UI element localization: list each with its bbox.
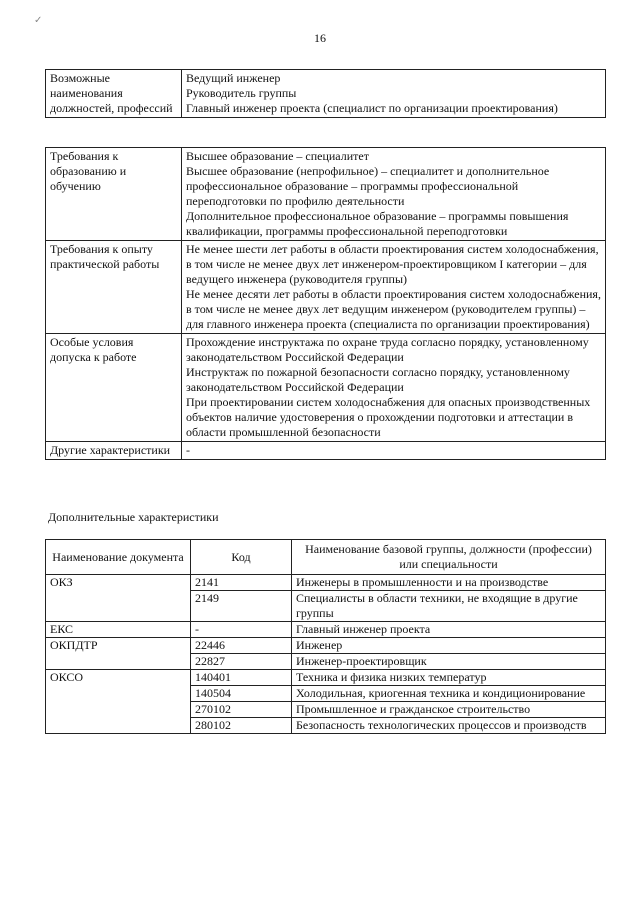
experience-values xyxy=(182,241,606,334)
header-name: Наименование базовой группы, должности (профессии) или специальности xyxy=(292,540,606,575)
name-cell: Инженер-проектировщик xyxy=(292,654,606,670)
table-row xyxy=(46,622,606,638)
page-number: 16 xyxy=(314,31,326,45)
name-cell: Безопасность технологических процессов и производств xyxy=(292,718,606,734)
table-row xyxy=(46,575,606,591)
code-cell: 2149 xyxy=(191,591,292,622)
additional-title: Дополнительные характеристики xyxy=(48,510,219,524)
header-row xyxy=(46,540,606,575)
position-item: Руководитель группы xyxy=(186,86,297,100)
code-cell: - xyxy=(191,622,292,638)
education-item: Высшее образование (непрофильное) – специалитет и дополнительное профессиональное образование – программы профессиональной переподготовки по профилю деятельности xyxy=(186,164,550,208)
header-code: Код xyxy=(191,540,292,575)
position-item: Главный инженер проекта (специалист по организации проектирования) xyxy=(186,101,558,115)
positions-label: Возможные наименования должностей, профессий xyxy=(46,70,182,118)
admission-label: Особые условия допуска к работе xyxy=(46,334,182,442)
admission-item: При проектировании систем холодоснабжения для опасных производственных объектов наличие удостоверения о прохождении подготовки и аттестации в области промышленной безопасности xyxy=(186,395,591,439)
other-item: - xyxy=(186,443,190,457)
code-cell: 140401 xyxy=(191,670,292,686)
education-item: Дополнительное профессиональное образование – программы повышения квалификации, программы профессиональной переподготовки xyxy=(186,209,569,238)
doc-cell: ОКПДТР xyxy=(46,638,191,670)
other-row xyxy=(46,442,606,460)
education-row xyxy=(46,148,606,241)
doc-cell: ОКСО xyxy=(46,670,191,734)
name-cell: Инженер xyxy=(292,638,606,654)
code-cell: 22446 xyxy=(191,638,292,654)
experience-item: Не менее десяти лет работы в области проектирования систем холодоснабжения, в том числе не менее двух лет ведущим инженером (руководителем группы) – для главного инженера проекта (специалиста по организации проектирования) xyxy=(186,287,601,331)
experience-item: Не менее шести лет работы в области проектирования систем холодоснабжения, в том числе не менее двух лет инженером-проектировщиком I категории – для ведущего инженера (руководителя группы) xyxy=(186,242,599,286)
admission-row xyxy=(46,334,606,442)
admission-values xyxy=(182,334,606,442)
doc-cell: ОКЗ xyxy=(46,575,191,622)
other-values xyxy=(182,442,606,460)
table-row xyxy=(46,670,606,686)
education-label: Требования к образованию и обучению xyxy=(46,148,182,241)
code-cell: 280102 xyxy=(191,718,292,734)
other-label: Другие характеристики xyxy=(46,442,182,460)
education-values xyxy=(182,148,606,241)
table-row xyxy=(46,638,606,654)
name-cell: Главный инженер проекта xyxy=(292,622,606,638)
doc-cell: ЕКС xyxy=(46,622,191,638)
code-cell: 270102 xyxy=(191,702,292,718)
positions-table xyxy=(45,69,606,118)
admission-item: Прохождение инструктажа по охране труда согласно порядку, установленному законодательством Российской Федерации xyxy=(186,335,589,364)
experience-row xyxy=(46,241,606,334)
name-cell: Промышленное и гражданское строительство xyxy=(292,702,606,718)
requirements-table xyxy=(45,147,606,460)
admission-item: Инструктаж по пожарной безопасности согласно порядку, установленному законодательством Российской Федерации xyxy=(186,365,570,394)
positions-values xyxy=(182,70,606,118)
name-cell: Холодильная, криогенная техника и кондиционирование xyxy=(292,686,606,702)
positions-row xyxy=(46,70,606,118)
name-cell: Техника и физика низких температур xyxy=(292,670,606,686)
name-cell: Специалисты в области техники, не входящие в другие группы xyxy=(292,591,606,622)
code-cell: 2141 xyxy=(191,575,292,591)
additional-table xyxy=(45,539,606,734)
experience-label: Требования к опыту практической работы xyxy=(46,241,182,334)
code-cell: 140504 xyxy=(191,686,292,702)
header-document: Наименование документа xyxy=(46,540,191,575)
position-item: Ведущий инженер xyxy=(186,71,281,85)
scan-mark: ✓ xyxy=(34,15,43,26)
name-cell: Инженеры в промышленности и на производстве xyxy=(292,575,606,591)
code-cell: 22827 xyxy=(191,654,292,670)
education-item: Высшее образование – специалитет xyxy=(186,149,369,163)
